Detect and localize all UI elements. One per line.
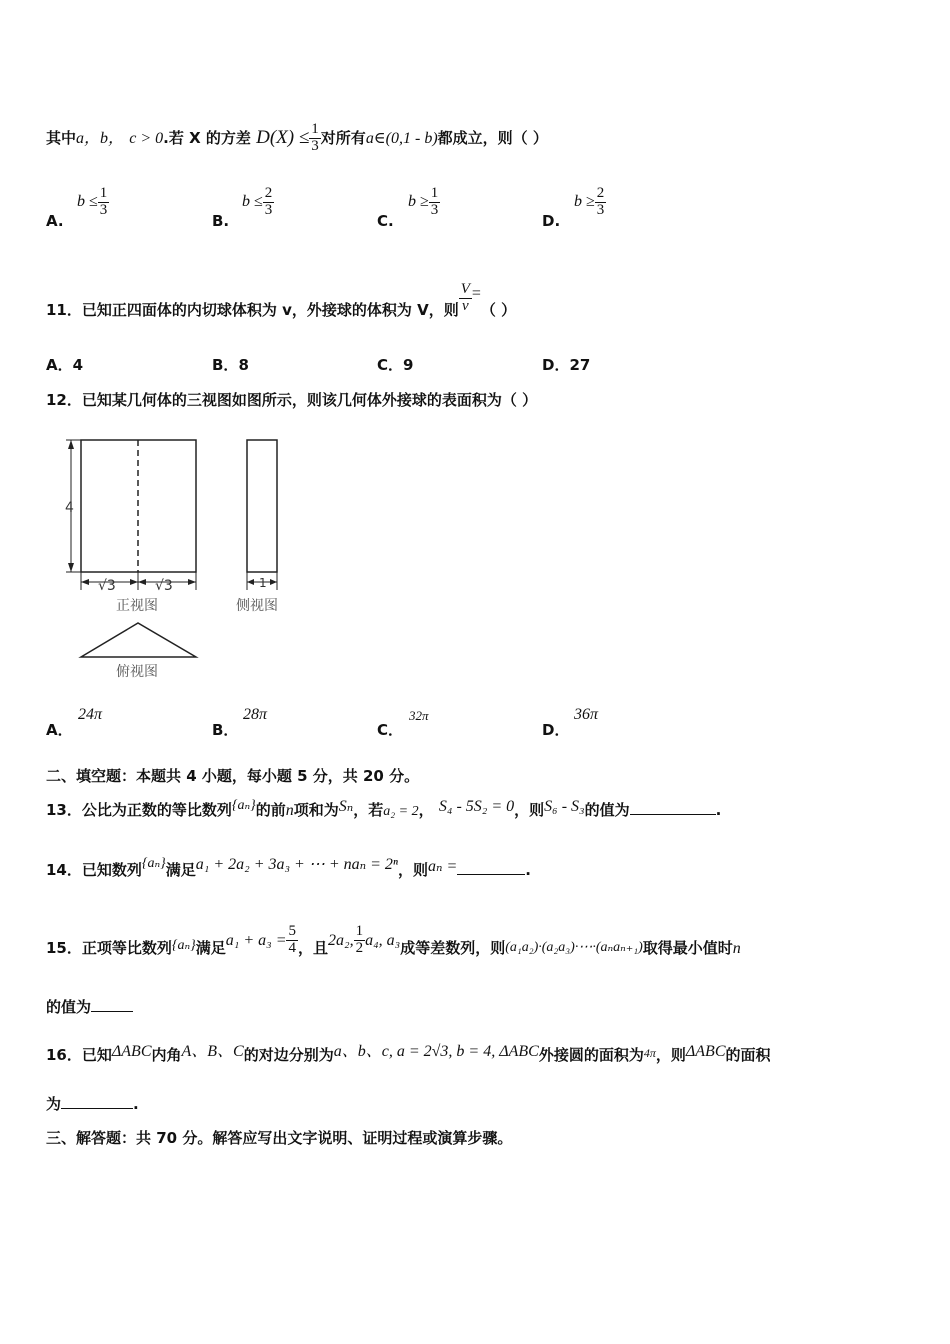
q16-tri2: ΔABC (685, 1043, 726, 1060)
q15-a: 满足 (195, 938, 226, 957)
option-frac-num: 2 (596, 185, 605, 201)
q16-angles: A、B、C (181, 1043, 244, 1060)
option-lhs: b ≤ (242, 192, 263, 210)
q10-suffix: 都成立，则（ ） (437, 128, 548, 147)
option-frac-den: 3 (596, 201, 605, 218)
q16-num: 16．已知 (46, 1046, 112, 1064)
q12-option-c-value (409, 708, 429, 724)
option-lhs: b ≥ (574, 192, 595, 210)
option-label: D． (542, 356, 570, 374)
q11-frac-num: V (460, 281, 470, 297)
q15-line2-text: 的值为 (46, 998, 92, 1016)
option-frac (595, 186, 607, 219)
q10-option-a[interactable] (46, 212, 64, 230)
q16-stem (46, 1042, 771, 1065)
q14-stem (46, 856, 531, 880)
q14-num: 14．已知数列 (46, 861, 142, 879)
option-frac-den: 3 (430, 201, 439, 218)
q10-frac-num: 1 (311, 121, 319, 137)
q16-tri: ΔABC (111, 1043, 152, 1060)
q15-num: 15．正项等比数列 (46, 938, 172, 957)
q13-e: ，则 (514, 801, 545, 819)
side-view-caption: 侧视图 (236, 598, 278, 614)
option-value: 9 (403, 356, 414, 374)
q13-sn: Sₙ (338, 798, 354, 815)
q15-b: ，且 (297, 938, 328, 957)
q16-e: 的面积 (725, 1046, 771, 1064)
option-value: 24π (78, 706, 103, 723)
q15-stem (46, 918, 741, 957)
q16-sides: a、b、c, a = 2√3, b = 4, ΔABC (333, 1043, 539, 1060)
q13-end: . (715, 801, 722, 819)
q10-forall: 对所有 (320, 128, 366, 147)
q13-c: ，若 (353, 801, 384, 819)
q13-seq: {aₙ} (231, 798, 256, 813)
q10-option-b[interactable] (212, 212, 229, 230)
option-label: C. (377, 212, 394, 230)
q14-b: ，则 (397, 861, 428, 879)
q13-target: S₆ - S₃ (544, 798, 585, 815)
q12-option-d[interactable] (542, 719, 569, 740)
q16-a: 内角 (151, 1046, 182, 1064)
width-right-label: √3 (155, 578, 173, 594)
q15-t2: a₄, a₃ (365, 931, 401, 949)
q16-answer-blank[interactable] (61, 1108, 133, 1109)
q10-prefix: 其中 (46, 128, 77, 147)
q15-half-den: 2 (355, 939, 364, 956)
q15-half (354, 924, 366, 957)
q13-b: 项和为 (293, 801, 339, 819)
q13-answer-blank[interactable] (630, 814, 716, 815)
section-3-text: 三、解答题：共 70 分。解答应写出文字说明、证明过程或演算步骤。 (46, 1129, 513, 1147)
q12-text: 12．已知某几何体的三视图如图所示，则该几何体外接球的表面积为（ ） (46, 391, 538, 409)
q15-t1: 2a₂, (328, 931, 354, 949)
option-label: C． (377, 721, 404, 739)
side-arrow-right (270, 579, 277, 585)
q15-n: n (732, 939, 741, 957)
q16-line2-text: 为 (46, 1095, 62, 1113)
q12-option-a[interactable] (46, 719, 73, 740)
q12-stem (46, 389, 537, 410)
option-lhs: b ≥ (408, 192, 429, 210)
q14-seq: {aₙ} (141, 856, 166, 871)
side-arrow-left (247, 579, 254, 585)
q10-option-c[interactable] (377, 212, 394, 230)
q10-option-b-value (242, 186, 274, 219)
q11-stem (46, 272, 517, 319)
q15-prod: (a₁a₂)·(a₂a₃)·⋯·(aₙaₙ₊₁) (505, 939, 643, 955)
option-lhs: b ≤ (77, 192, 98, 210)
q14-an: aₙ = (427, 858, 458, 875)
q10-interval: a∈(0,1 - b) (365, 129, 438, 147)
option-label: A. (46, 212, 64, 230)
option-frac-num: 2 (264, 185, 273, 201)
q10-mid: .若 X 的方差 (163, 128, 251, 147)
q12-option-b[interactable] (212, 719, 238, 740)
option-frac-den: 3 (99, 201, 108, 218)
q10-option-a-value (77, 186, 109, 219)
q10-fraction (309, 122, 321, 155)
option-frac (263, 186, 275, 219)
q15-half-num: 1 (355, 923, 364, 939)
q16-b: 的对边分别为 (243, 1046, 334, 1064)
option-label: A． (46, 721, 73, 739)
q15-frac (286, 924, 298, 957)
q10-cond: c > 0 (129, 129, 164, 147)
section-3-heading (46, 1127, 512, 1148)
option-frac-num: 1 (430, 185, 439, 201)
q14-a: 满足 (165, 861, 196, 879)
q15-seq: {aₙ} (171, 937, 196, 953)
option-label: D． (542, 721, 570, 739)
q13-cond2: S₄ - 5S₂ = 0 (438, 798, 515, 815)
option-value: 32π (409, 708, 429, 723)
option-frac (98, 186, 110, 219)
q13-f: 的值为 (584, 801, 630, 819)
q12-option-d-value (574, 706, 598, 724)
q13-num: 13．公比为正数的等比数列 (46, 801, 232, 819)
width-arrow-2 (130, 579, 138, 585)
q13-d: ， (418, 801, 434, 819)
width-left-label: √3 (98, 578, 116, 594)
section-2-heading (46, 765, 419, 786)
q10-stem (46, 122, 548, 155)
q11-text: 11．已知正四面体的内切球体积为 v，外接球的体积为 V，则 (46, 300, 459, 319)
q15-frac-num: 5 (288, 923, 296, 939)
q10-option-d-value (574, 186, 606, 219)
q11-option-c[interactable] (377, 354, 413, 375)
q11-option-b[interactable] (212, 354, 249, 375)
height-arrow-up (68, 440, 74, 449)
q10-option-c-value (408, 186, 440, 219)
option-value: 28π (243, 706, 268, 723)
q15-c: 成等差数列，则 (400, 938, 506, 957)
option-label: D. (542, 212, 561, 230)
option-value: 4 (72, 356, 84, 374)
q12-option-c[interactable] (377, 719, 403, 740)
q16-line2 (46, 1093, 139, 1114)
q11-eq: = (471, 284, 481, 302)
q13-n: n (285, 802, 294, 819)
q10-dx: D(X) ≤ (256, 126, 310, 148)
width-arrow-4 (188, 579, 196, 585)
height-label: 4 (65, 500, 74, 516)
q15-answer-blank[interactable] (91, 1011, 133, 1012)
q15-eq: a₁ + a₃ = (225, 931, 287, 949)
front-view-caption: 正视图 (116, 598, 158, 614)
q11-paren: （ ） (480, 300, 517, 319)
q11-option-d[interactable] (542, 354, 590, 375)
option-value: 36π (574, 706, 599, 723)
height-arrow-down (68, 563, 74, 572)
q15-frac-den: 4 (288, 939, 296, 956)
q16-end: . (133, 1095, 139, 1113)
q13-stem (46, 799, 721, 820)
side-view-rect (247, 440, 277, 572)
three-view-figure (56, 430, 306, 682)
q14-answer-blank[interactable] (457, 874, 525, 875)
option-frac-num: 1 (99, 185, 108, 201)
top-view-triangle (81, 623, 196, 657)
q11-option-a[interactable] (46, 354, 83, 375)
option-label: B. (212, 212, 230, 230)
option-label: A． (46, 356, 73, 374)
top-view-caption: 俯视图 (116, 664, 158, 680)
q13-a: 的前 (255, 801, 286, 819)
option-value: 8 (238, 356, 249, 374)
q11-fraction (459, 282, 472, 315)
q12-option-a-value (78, 706, 102, 724)
q16-area: 4π (643, 1046, 656, 1060)
option-label: C． (377, 356, 404, 374)
q10-vars: a，b， (76, 129, 125, 147)
side-width-label: 1 (259, 576, 267, 590)
width-arrow-1 (81, 579, 89, 585)
q11-frac-den: v (461, 297, 469, 314)
q13-cond1: a₂ = 2 (383, 804, 419, 819)
q15-d: 取得最小值时 (642, 938, 733, 957)
section-2-text: 二、填空题：本题共 4 小题，每小题 5 分，共 20 分。 (46, 767, 420, 785)
q10-option-d[interactable] (542, 212, 560, 230)
option-value: 27 (569, 356, 591, 374)
q14-end: . (525, 861, 531, 879)
q12-option-b-value (243, 706, 267, 724)
option-label: B． (212, 721, 239, 739)
option-frac-den: 3 (264, 201, 273, 218)
width-arrow-3 (138, 579, 146, 585)
q15-line2 (46, 996, 133, 1017)
option-label: B． (212, 356, 239, 374)
q14-eq: a₁ + 2a₂ + 3a₃ + ⋯ + naₙ = 2ⁿ (195, 856, 398, 873)
q16-d: ，则 (655, 1046, 686, 1064)
option-frac (429, 186, 441, 219)
q10-frac-den: 3 (311, 137, 319, 154)
q16-c: 外接圆的面积为 (538, 1046, 644, 1064)
